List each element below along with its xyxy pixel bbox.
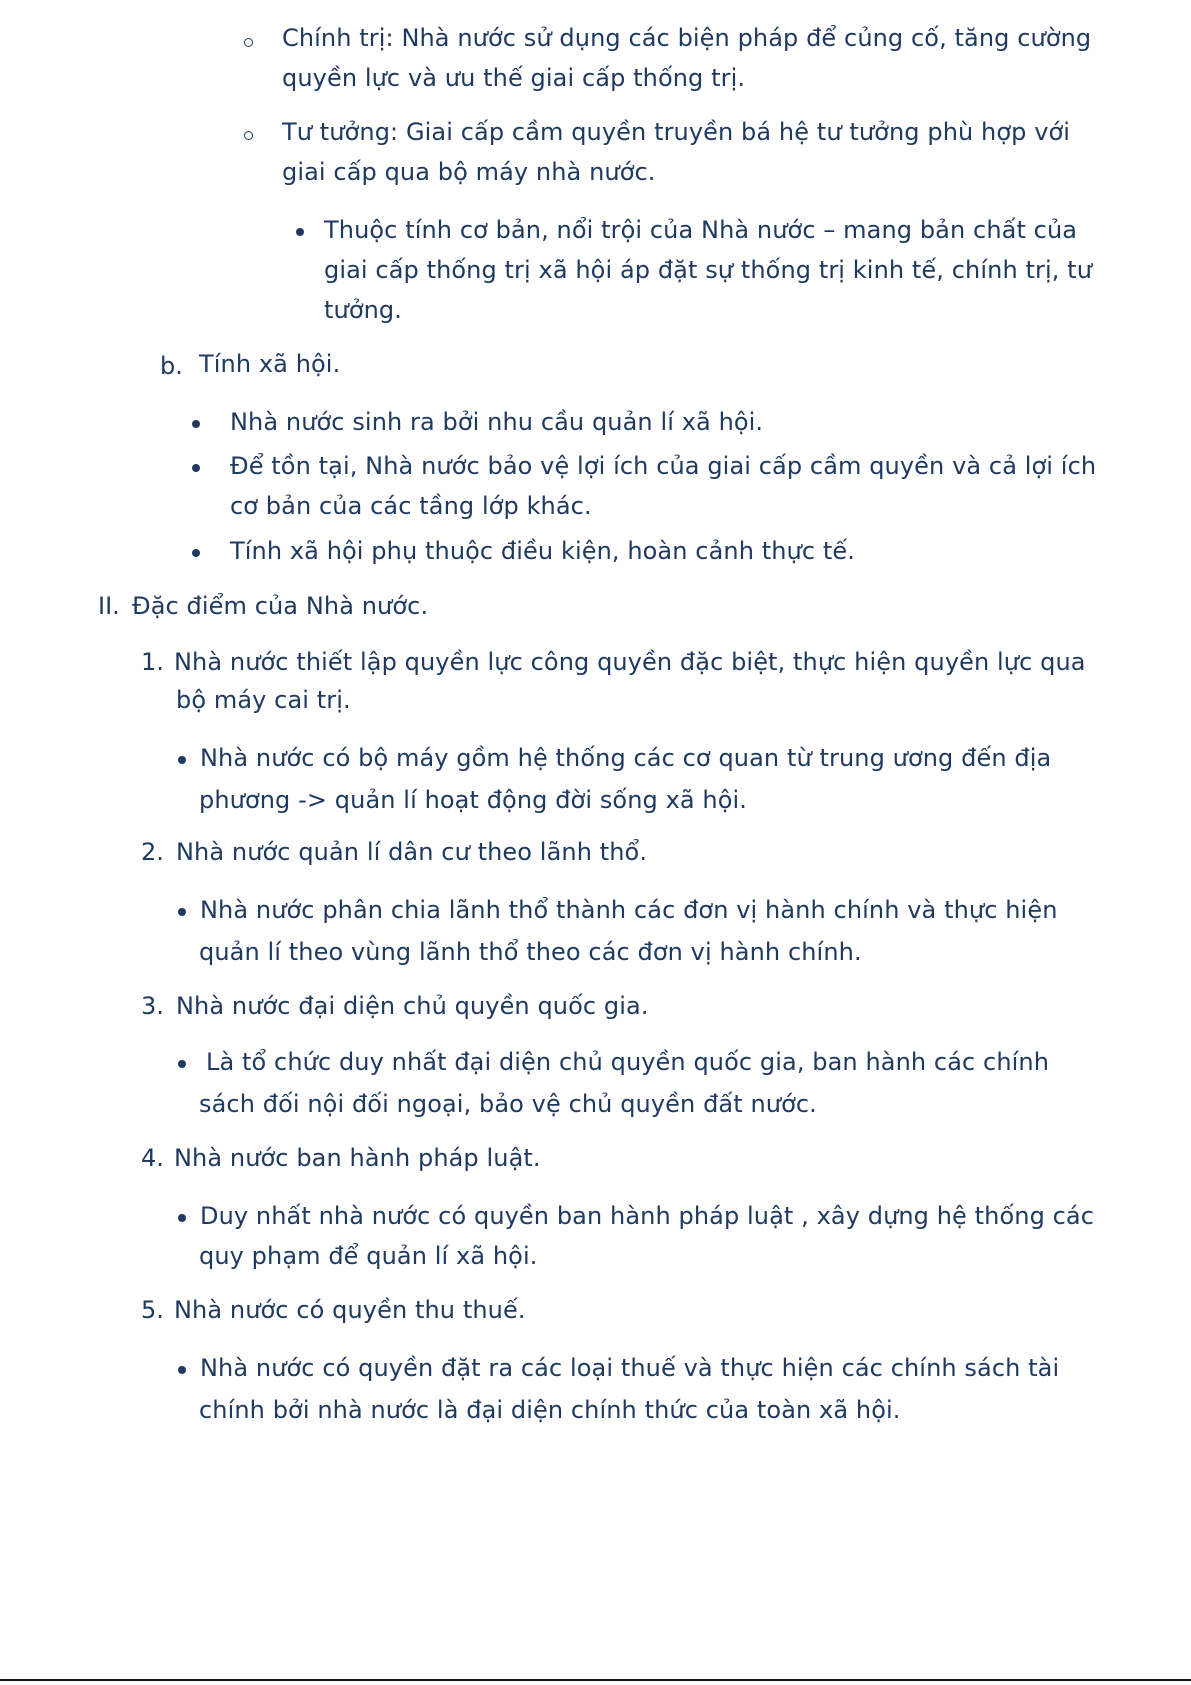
item-4-bullet-line-1: Duy nhất nhà nước có quyền ban hành pháp luật , xây dựng hệ thống các <box>200 1202 1095 1230</box>
item-5-bullet-line-2: chính bởi nhà nước là đại diện chính thức của toàn xã hội. <box>199 1396 901 1424</box>
item-3-marker: 3. <box>141 992 164 1020</box>
item-4-bullet-line-2: quy phạm để quản lí xã hội. <box>199 1242 538 1270</box>
item-3-line-1: Nhà nước đại diện chủ quyền quốc gia. <box>176 992 649 1020</box>
circle-bullet-icon <box>244 131 253 140</box>
bullet-dot-icon <box>178 1060 186 1068</box>
item-2-bullet-line-2: quản lí theo vùng lãnh thổ theo các đơn vị hành chính. <box>199 938 862 966</box>
item-5-bullet-line-1: Nhà nước có quyền đặt ra các loại thuế và thực hiện các chính sách tài <box>200 1354 1060 1382</box>
bullet-dot-icon <box>296 228 304 236</box>
item-5-line-1: Nhà nước có quyền thu thuế. <box>174 1296 526 1324</box>
section-b-bullet-1: Nhà nước sinh ra bởi nhu cầu quản lí xã hội. <box>230 408 764 436</box>
item-2-bullet-line-1: Nhà nước phân chia lãnh thổ thành các đơn vị hành chính và thực hiện <box>200 896 1058 924</box>
section-b-title: Tính xã hội. <box>199 350 341 378</box>
bullet-dot-icon <box>178 756 186 764</box>
section-b-marker: b. <box>160 352 183 380</box>
sub-ideology-line-2: giai cấp qua bộ máy nhà nước. <box>282 158 656 186</box>
basic-attr-line-1: Thuộc tính cơ bản, nổi trội của Nhà nước – mang bản chất của <box>324 216 1078 244</box>
sub-ideology-line-1: Tư tưởng: Giai cấp cầm quyền truyền bá hệ tư tưởng phù hợp với <box>282 118 1071 146</box>
bullet-dot-icon <box>178 908 186 916</box>
item-3-bullet-line-2: sách đối nội đối ngoại, bảo vệ chủ quyền đất nước. <box>199 1090 817 1118</box>
sub-politics-line-1: Chính trị: Nhà nước sử dụng các biện pháp để củng cố, tăng cường <box>282 24 1092 52</box>
bullet-dot-icon <box>192 464 200 472</box>
section-b-bullet-3: Tính xã hội phụ thuộc điều kiện, hoàn cảnh thực tế. <box>230 537 855 565</box>
section-b-bullet-2-line-2: cơ bản của các tầng lớp khác. <box>230 492 592 520</box>
bullet-dot-icon <box>178 1366 186 1374</box>
item-1-bullet-line-2: phương -> quản lí hoạt động đời sống xã hội. <box>199 786 748 814</box>
item-5-marker: 5. <box>141 1296 164 1324</box>
bullet-dot-icon <box>192 549 200 557</box>
section-b-bullet-2-line-1: Để tồn tại, Nhà nước bảo vệ lợi ích của giai cấp cầm quyền và cả lợi ích <box>230 452 1097 480</box>
bullet-dot-icon <box>192 420 200 428</box>
basic-attr-line-2: giai cấp thống trị xã hội áp đặt sự thống trị kinh tế, chính trị, tư <box>324 256 1093 284</box>
item-3-bullet-line-1: Là tổ chức duy nhất đại diện chủ quyền quốc gia, ban hành các chính <box>206 1048 1050 1076</box>
item-2-marker: 2. <box>141 838 164 866</box>
item-1-bullet-line-1: Nhà nước có bộ máy gồm hệ thống các cơ quan từ trung ương đến địa <box>200 744 1052 772</box>
section-ii-marker: II. <box>98 592 120 620</box>
item-2-line-1: Nhà nước quản lí dân cư theo lãnh thổ. <box>176 838 648 866</box>
item-1-line-1: Nhà nước thiết lập quyền lực công quyền đặc biệt, thực hiện quyền lực qua <box>174 648 1086 676</box>
basic-attr-line-3: tưởng. <box>324 296 402 324</box>
circle-bullet-icon <box>244 38 253 47</box>
section-ii-title: Đặc điểm của Nhà nước. <box>132 592 429 620</box>
item-4-marker: 4. <box>141 1144 164 1172</box>
bullet-dot-icon <box>178 1214 186 1222</box>
sub-politics-line-2: quyền lực và ưu thế giai cấp thống trị. <box>282 64 746 92</box>
item-1-marker: 1. <box>141 648 164 676</box>
item-4-line-1: Nhà nước ban hành pháp luật. <box>174 1144 541 1172</box>
item-1-line-2: bộ máy cai trị. <box>176 686 351 714</box>
page-bottom-rule <box>0 1679 1191 1681</box>
